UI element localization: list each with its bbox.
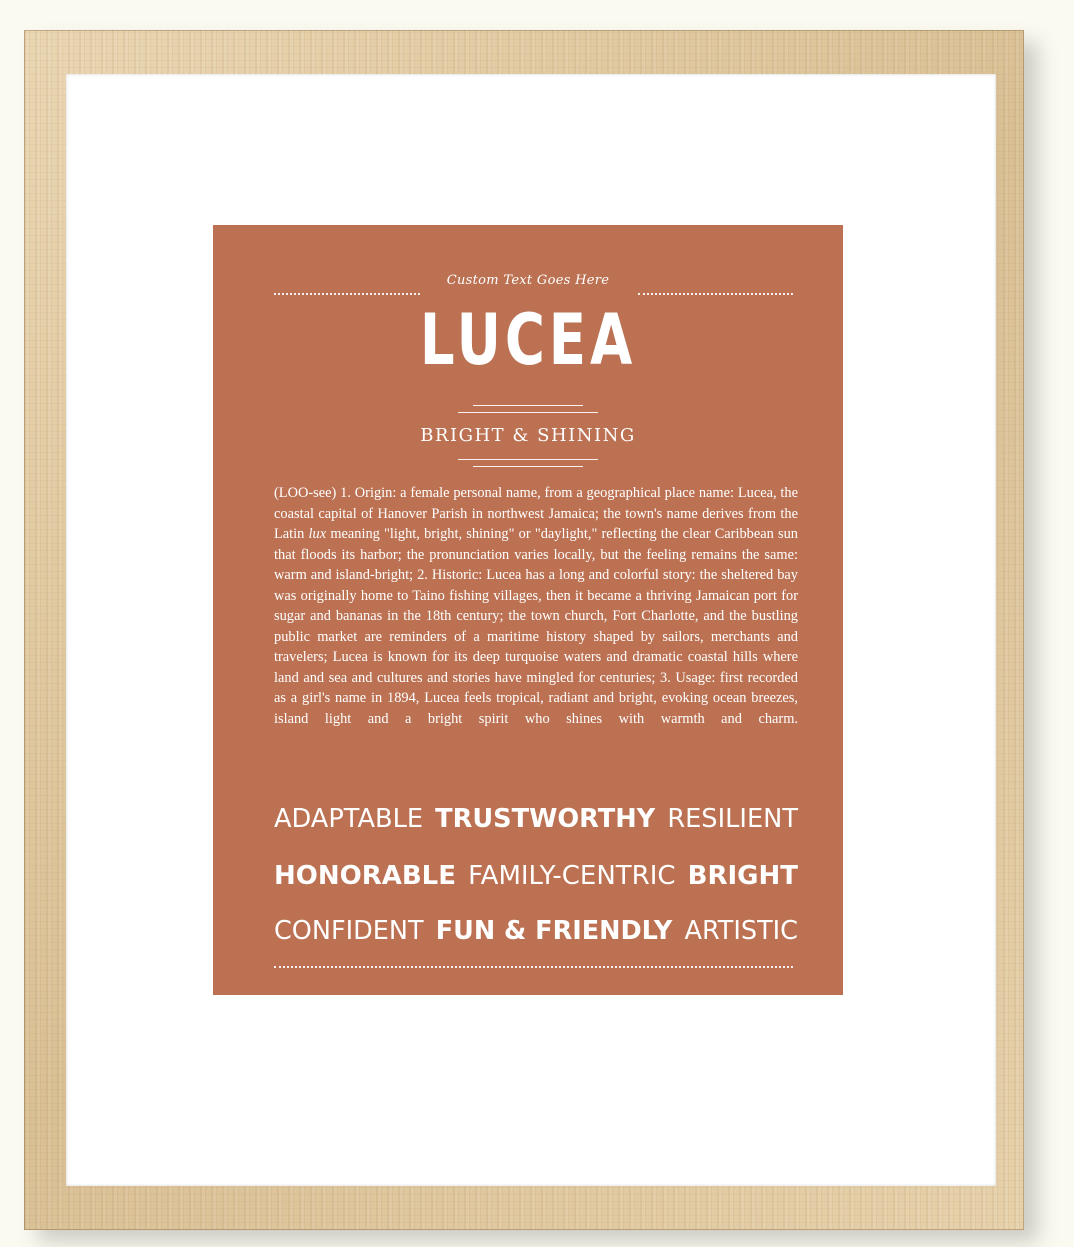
- ornament-rule-bottom-short: [473, 466, 583, 467]
- custom-text: Custom Text Goes Here: [446, 273, 610, 288]
- trait-word: BRIGHT: [687, 861, 798, 891]
- poster-name: LUCEA: [419, 299, 637, 381]
- dotted-divider-bottom: [274, 966, 793, 968]
- trait-word: RESILIENT: [667, 804, 798, 834]
- trait-word: FUN & FRIENDLY: [435, 916, 673, 946]
- trait-word: FAMILY-CENTRIC: [468, 861, 676, 891]
- ornament-rule-top-short: [473, 405, 583, 406]
- definition-part-1: (LOO-see) 1. Origin: a female personal name, from a geographical place name: Lucea, the coastal capital of Hanover Parish in northwest Jamaica; the town's name derives from the Latin: [274, 485, 798, 542]
- trait-word: ARTISTIC: [684, 916, 798, 946]
- dotted-divider-right: [638, 293, 793, 295]
- trait-word: CONFIDENT: [274, 916, 424, 946]
- trait-row-1: [274, 804, 798, 834]
- dotted-divider-left: [274, 293, 420, 295]
- name-poster: [213, 225, 843, 995]
- trait-row-3: [274, 916, 798, 946]
- ornament-rule-top-long: [458, 412, 598, 413]
- trait-word: HONORABLE: [274, 861, 457, 891]
- ornament-rule-bottom-long: [458, 459, 598, 460]
- definition-latin-word: lux: [308, 526, 327, 542]
- trait-word: ADAPTABLE: [274, 804, 424, 834]
- name-definition: [274, 483, 798, 729]
- name-meaning: BRIGHT & SHINING: [420, 425, 636, 446]
- trait-word: TRUSTWORTHY: [435, 804, 656, 834]
- white-mat: [66, 74, 996, 1186]
- trait-row-2: [274, 863, 798, 889]
- wood-frame: [24, 30, 1024, 1230]
- definition-part-2: meaning "light, bright, shining" or "daylight," reflecting the clear Caribbean sun that floods its harbor; the pronunciation varies locally, but the feeling remains the same: warm and island-bright; 2. Historic: Lucea has a long and colorful story: the sheltered bay was originally home to Taino fishing villages, then it became a thriving Jamaican port for sugar and bananas in the 18th century; the town church, Fort Charlotte, and the bustling public market are reminders of a maritime history shaped by sailors, merchants and travelers; Lucea is known for its deep turquoise waters and dramatic coastal hills where land and sea and cultures and stories have mingled for centuries; 3. Usage: first recorded as a girl's name in 1894, Lucea feels tropical, radiant and bright, evoking ocean breezes, island light and a bright spirit who shines with warmth and charm.: [274, 526, 798, 727]
